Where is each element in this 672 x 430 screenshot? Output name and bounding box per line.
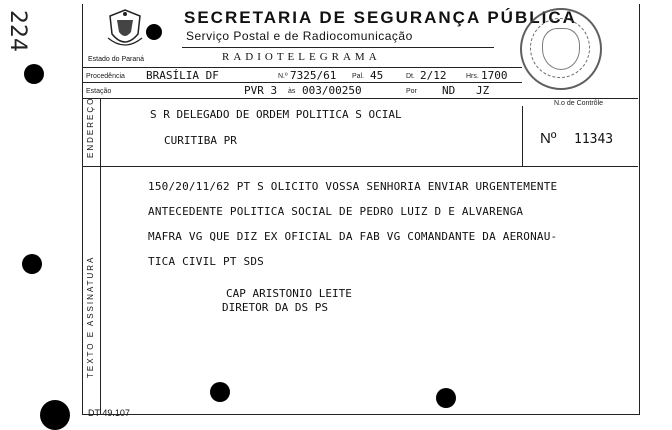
estacao-value: PVR 3 <box>244 84 278 97</box>
handwritten-page-number: 224 <box>5 10 30 52</box>
meta-rule-bottom <box>82 98 638 99</box>
punch-hole-1 <box>24 64 44 84</box>
bottom-reference: DT 49.107 <box>88 408 130 418</box>
body-section-label: TEXTO E ASSINATURA <box>86 255 95 378</box>
numero-label: N.º <box>278 73 288 80</box>
por-value-2: JZ <box>476 84 490 97</box>
hora-label: Hrs. <box>466 73 479 80</box>
header-subtitle: Serviço Postal e de Radiocomunicação <box>186 29 413 43</box>
por-label: Por <box>406 88 417 95</box>
as-label: às <box>288 88 296 95</box>
signature-line-2: DIRETOR DA DS PS <box>222 301 328 314</box>
address-section-label: ENDEREÇO <box>86 96 95 158</box>
control-label: N.o de Contrôle <box>554 100 604 107</box>
address-line-2: CURITIBA PR <box>164 134 237 147</box>
body-line-1: 150/20/11/62 PT S OLICITO VOSSA SENHORIA ENVIAR URGENTEMENTE <box>148 180 558 193</box>
por-value: ND <box>442 84 456 97</box>
document-kind: RADIOTELEGRAMA <box>222 51 381 63</box>
data-value: 2/12 <box>420 69 447 82</box>
body-line-2: ANTECEDENTE POLITICA SOCIAL DE PEDRO LUIZ D E ALVARENGA <box>148 205 524 218</box>
procedencia-value: BRASÍLIA DF <box>146 69 219 82</box>
state-crest-icon <box>104 8 146 52</box>
address-rule-bottom <box>82 166 638 167</box>
meta-rule-mid <box>82 82 522 83</box>
signature-line-1: CAP ARISTONIO LEITE <box>226 287 352 300</box>
data-label: Dt. <box>406 73 415 80</box>
procedencia-label: Procedência <box>86 73 125 80</box>
body-divider <box>100 166 101 414</box>
numero-value: 7325/61 <box>290 69 337 82</box>
control-value: 11343 <box>574 132 614 147</box>
punch-hole-3 <box>40 400 70 430</box>
estacao-label: Estação <box>86 88 112 95</box>
punch-hole-2 <box>22 254 42 274</box>
hora-value: 1700 <box>481 69 508 82</box>
control-prefix: Nº <box>540 130 557 147</box>
header-rule <box>182 47 494 48</box>
state-label: Estado do Paraná <box>88 56 145 63</box>
palavras-label: Pal. <box>352 73 365 80</box>
header-title: SECRETARIA DE SEGURANÇA PÚBLICA <box>184 8 577 27</box>
address-divider <box>100 98 101 166</box>
as-value: 003/00250 <box>302 84 362 97</box>
body-line-4: TICA CIVIL PT SDS <box>148 255 264 268</box>
address-line-1: S R DELEGADO DE ORDEM POLITICA S OCIAL <box>150 108 402 121</box>
round-stamp <box>520 8 602 90</box>
body-line-3: MAFRA VG QUE DIZ EX OFICIAL DA FAB VG COMANDANTE DA AERONAU- <box>148 230 558 243</box>
palavras-value: 45 <box>370 69 384 82</box>
meta-rule-top <box>82 67 522 68</box>
